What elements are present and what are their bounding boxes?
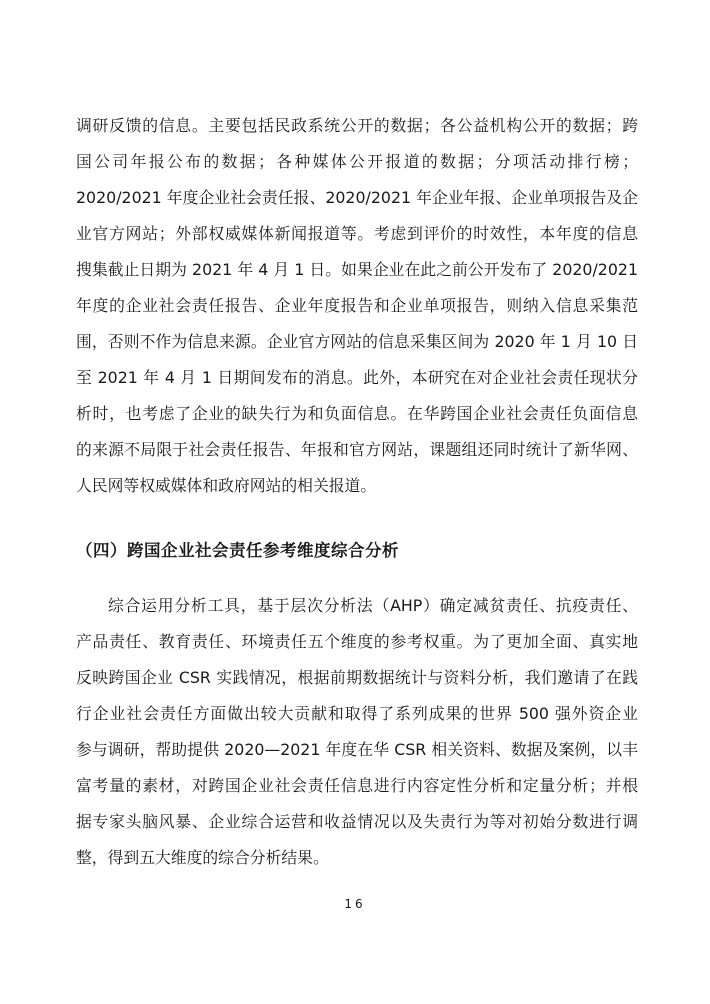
paragraph-1-line: 至 2021 年 4 月 1 日期间发布的消息。此外，本研究在对企业社会责任现状分 [76, 368, 638, 387]
paragraph-1-line: 人民网等权威媒体和政府网站的相关报道。 [76, 476, 377, 495]
paragraph-2-line: 据专家头脑风暴、企业综合运营和收益情况以及失责行为等对初始分数进行调 [76, 812, 638, 831]
paragraph-1-line: 围，否则不作为信息来源。企业官方网站的信息采集区间为 2020 年 1 月 10 日 [76, 332, 638, 351]
paragraph-1-line: 业官方网站；外部权威媒体新闻报道等。考虑到评价的时效性，本年度的信息 [76, 224, 638, 243]
paragraph-2-line: 产品责任、教育责任、环境责任五个维度的参考权重。为了更加全面、真实地 [76, 632, 638, 651]
paragraph-1-line: 的来源不局限于社会责任报告、年报和官方网站，课题组还同时统计了新华网、 [76, 440, 638, 459]
paragraph-1-line: 调研反馈的信息。主要包括民政系统公开的数据；各公益机构公开的数据；跨 [76, 116, 638, 135]
paragraph-2-line: 反映跨国企业 CSR 实践情况，根据前期数据统计与资料分析，我们邀请了在践 [76, 668, 638, 687]
paragraph-1-line: 年度的企业社会责任报告、企业年度报告和企业单项报告，则纳入信息采集范 [76, 296, 638, 315]
paragraph-1-line: 搜集截止日期为 2021 年 4 月 1 日。如果企业在此之前公开发布了 2020/2021 [76, 260, 638, 279]
paragraph-1-line: 析时，也考虑了企业的缺失行为和负面信息。在华跨国企业社会责任负面信息 [76, 404, 638, 423]
paragraph-2-line: 综合运用分析工具，基于层次分析法（AHP）确定减贫责任、抗疫责任、 [108, 596, 638, 615]
page-number: 16 [344, 897, 366, 911]
paragraph-1-line: 2020/2021 年度企业社会责任报、2020/2021 年企业年报、企业单项报告及企 [76, 188, 638, 207]
paragraph-2-line: 行企业社会责任方面做出较大贡献和取得了系列成果的世界 500 强外资企业 [76, 704, 638, 723]
paragraph-2-line: 富考量的素材，对跨国企业社会责任信息进行内容定性分析和定量分析；并根 [76, 776, 638, 795]
paragraph-2-line: 参与调研，帮助提供 2020—2021 年度在华 CSR 相关资料、数据及案例，以丰 [76, 740, 638, 759]
paragraph-1-line: 国公司年报公布的数据；各种媒体公开报道的数据；分项活动排行榜； [76, 152, 638, 171]
paragraph-2-line: 整，得到五大维度的综合分析结果。 [76, 848, 329, 867]
section-heading: （四）跨国企业社会责任参考维度综合分析 [76, 541, 399, 560]
